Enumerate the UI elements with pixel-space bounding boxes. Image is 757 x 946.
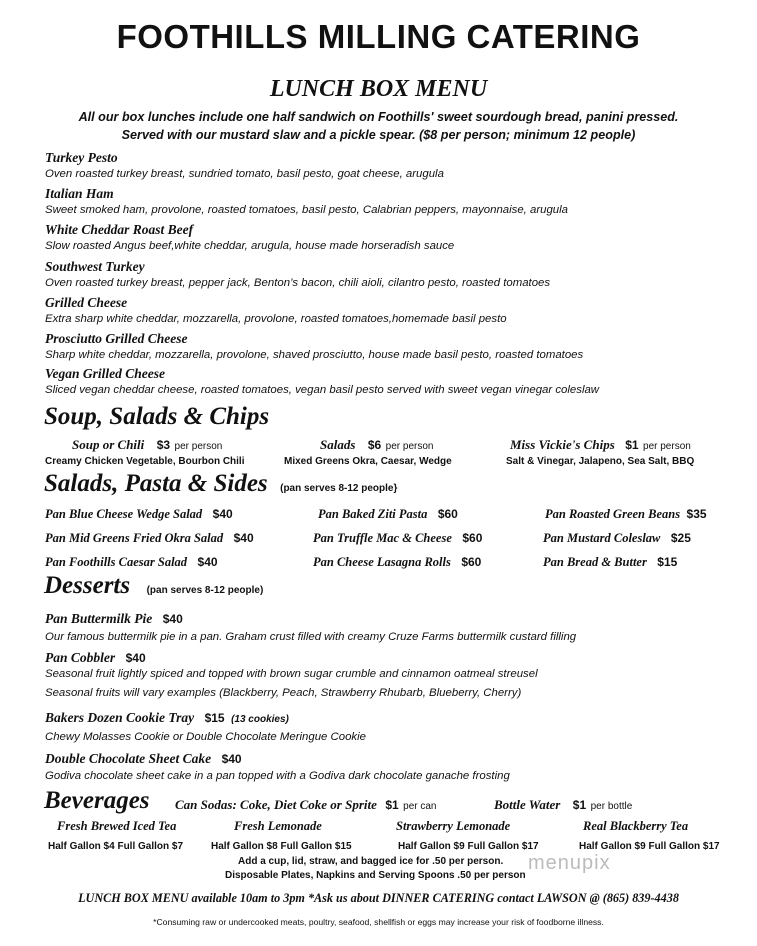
desserts-heading: Desserts [44, 572, 131, 599]
sides-item-price: $60 [462, 531, 483, 545]
beverage-prices: Half Gallon $9 Full Gallon $17 [398, 841, 539, 852]
soup-col [72, 436, 222, 454]
dessert-note: (13 cookies) [231, 714, 289, 725]
soup-label: Soup or Chili [72, 437, 145, 452]
sides-item-price: $25 [670, 531, 691, 545]
dessert-price: $40 [125, 651, 146, 665]
sides-item [543, 529, 691, 547]
beverage-name: Strawberry Lemonade [396, 819, 511, 833]
lunch-item-desc: Oven roasted turkey breast, pepper jack, Benton’s bacon, chili aioli, cilantro pesto, roasted tomatoes [45, 277, 551, 289]
sides-item [313, 553, 481, 571]
sides-item-price: $15 [657, 555, 678, 569]
lunch-item-desc: Sweet smoked ham, provolone, roasted tomatoes, basil pesto, Calabrian peppers, mayonnaise, arugula [45, 204, 569, 216]
soup-price: $3 [156, 438, 171, 452]
dessert-desc: Our famous buttermilk pie in a pan. Graham crust filled with creamy Cruze Farms buttermilk custard filling [45, 631, 577, 643]
sides-item-name: Pan Foothills Caesar Salad [45, 555, 188, 569]
soup-unit: per person [174, 441, 223, 452]
beverages-heading-row [44, 787, 150, 815]
footer-disclaimer: *Consuming raw or undercooked meats, poultry, seafood, shellfish or eggs may increase your risk of foodborne illness. [153, 917, 604, 927]
sides-item-name: Pan Roasted Green Beans [545, 507, 681, 521]
salads-col [320, 436, 433, 454]
watermark: menupix [528, 852, 611, 874]
sides-item-name: Pan Mid Greens Fried Okra Salad [45, 531, 224, 545]
beverage-name: Fresh Brewed Iced Tea [57, 819, 177, 833]
dessert-name: Pan Cobbler [45, 650, 116, 665]
beverage-prices: Half Gallon $8 Full Gallon $15 [211, 841, 352, 852]
lunch-item-name: Turkey Pesto [45, 150, 118, 165]
lunch-item-name: Italian Ham [45, 186, 114, 201]
lunch-item-desc: Sliced vegan cheddar cheese, roasted tomatoes, vegan basil pesto served with sweet vegan vinegar coleslaw [45, 384, 600, 396]
soup-options: Creamy Chicken Vegetable, Bourbon Chili [45, 456, 245, 467]
chips-unit: per person [643, 441, 691, 452]
lunch-item-name: Vegan Grilled Cheese [45, 366, 165, 381]
lunch-item-desc: Slow roasted Angus beef,white cheddar, arugula, house made horseradish sauce [45, 240, 455, 252]
beverage-prices: Half Gallon $9 Full Gallon $17 [579, 841, 720, 852]
beverage-name: Real Blackberry Tea [583, 819, 689, 833]
sides-heading-row [44, 470, 397, 498]
beverages-heading: Beverages [44, 787, 150, 814]
lunch-item-name: Prosciutto Grilled Cheese [45, 331, 188, 346]
dessert-name: Pan Buttermilk Pie [45, 611, 153, 626]
sides-item-name: Pan Truffle Mac & Cheese [313, 531, 452, 545]
sodas-label: Can Sodas: Coke, Diet Coke or Sprite [175, 797, 377, 812]
beverage-addon: Add a cup, lid, straw, and bagged ice for .50 per person. [238, 856, 504, 867]
sides-item [45, 505, 233, 523]
sides-item-price: $60 [437, 507, 458, 521]
dessert-desc: Seasonal fruit lightly spiced and topped with brown sugar crumble and cinnamon oatmeal streusel [45, 668, 538, 680]
sides-item [318, 505, 458, 523]
salads-label: Salads [320, 437, 356, 452]
soup-heading: Soup, Salads & Chips [44, 403, 270, 430]
sides-item-name: Pan Mustard Coleslaw [543, 531, 661, 545]
desserts-heading-row [44, 572, 263, 600]
sides-item-name: Pan Bread & Butter [543, 555, 647, 569]
dessert-price: $40 [162, 612, 183, 626]
chips-col [510, 436, 691, 454]
sides-item [45, 553, 218, 571]
sides-heading: Salads, Pasta & Sides [44, 470, 268, 497]
sides-item-name: Pan Baked Ziti Pasta [318, 507, 428, 521]
sides-item-price: $40 [197, 555, 218, 569]
sides-item-name: Pan Cheese Lasagna Rolls [313, 555, 451, 569]
sides-note: (pan serves 8-12 people} [280, 483, 398, 494]
lunch-item-desc: Oven roasted turkey breast, sundried tomato, basil pesto, goat cheese, arugula [45, 168, 444, 180]
lunch-item-name: Southwest Turkey [45, 259, 145, 274]
lunch-intro-1: All our box lunches include one half sandwich on Foothills' sweet sourdough bread, panini pressed. [78, 110, 679, 124]
lunch-item-desc: Sharp white cheddar, mozzarella, provolone, shaved prosciutto, house made basil pesto, roasted tomatoes [45, 349, 584, 361]
lunch-item-name: Grilled Cheese [45, 295, 128, 310]
beverage-name: Fresh Lemonade [234, 819, 322, 833]
dessert-item [45, 709, 289, 727]
lunch-item-name: White Cheddar Roast Beef [45, 222, 194, 237]
sides-item-price: $40 [233, 531, 254, 545]
water [494, 796, 632, 814]
dessert-name: Double Chocolate Sheet Cake [45, 751, 212, 766]
lunch-item-desc: Extra sharp white cheddar, mozzarella, provolone, roasted tomatoes,homemade basil pesto [45, 313, 507, 325]
page-title: FOOTHILLS MILLING CATERING [116, 18, 641, 55]
water-unit: per bottle [590, 801, 633, 812]
desserts-note: (pan serves 8-12 people) [146, 585, 264, 596]
salads-price: $6 [367, 438, 382, 452]
water-label: Bottle Water [494, 797, 561, 812]
sides-item [45, 529, 254, 547]
beverage-prices: Half Gallon $4 Full Gallon $7 [48, 841, 184, 852]
beverage-addon: Disposable Plates, Napkins and Serving Spoons .50 per person [225, 870, 526, 881]
sides-item [313, 529, 482, 547]
sides-item [543, 553, 677, 571]
salads-unit: per person [385, 441, 434, 452]
dessert-desc: Godiva chocolate sheet cake in a pan topped with a Godiva dark chocolate ganache frosting [45, 770, 510, 782]
dessert-desc: Chewy Molasses Cookie or Double Chocolate Meringue Cookie [45, 731, 366, 743]
sodas-unit: per can [403, 801, 437, 812]
lunch-intro-2: Served with our mustard slaw and a pickle spear. ($8 per person; minimum 12 people) [121, 128, 636, 142]
dessert-price: $15 [204, 711, 225, 725]
dessert-item [45, 750, 242, 768]
sodas [175, 796, 437, 814]
sides-item-name: Pan Blue Cheese Wedge Salad [45, 507, 203, 521]
lunch-heading: LUNCH BOX MENU [269, 76, 488, 102]
chips-label: Miss Vickie's Chips [510, 437, 615, 452]
dessert-item [45, 649, 146, 667]
chips-price: $1 [625, 438, 639, 452]
dessert-desc: Seasonal fruits will vary examples (Blackberry, Peach, Strawberry Rhubarb, Blueberry, Cherry) [45, 687, 522, 699]
dessert-item [45, 610, 183, 628]
footer-line: LUNCH BOX MENU available 10am to 3pm *Ask us about DINNER CATERING contact LAWSON @ (865) 839-4438 [78, 891, 679, 905]
salads-options: Mixed Greens Okra, Caesar, Wedge [284, 456, 452, 467]
chips-options: Salt & Vinegar, Jalapeno, Sea Salt, BBQ [506, 456, 695, 467]
dessert-price: $40 [221, 752, 242, 766]
dessert-name: Bakers Dozen Cookie Tray [45, 710, 195, 725]
water-price: $1 [572, 798, 587, 812]
sides-item-price: $60 [461, 555, 482, 569]
sides-item-price: $35 [686, 507, 707, 521]
sodas-price: $1 [385, 798, 399, 812]
sides-item [545, 505, 707, 523]
sides-item-price: $40 [212, 507, 233, 521]
